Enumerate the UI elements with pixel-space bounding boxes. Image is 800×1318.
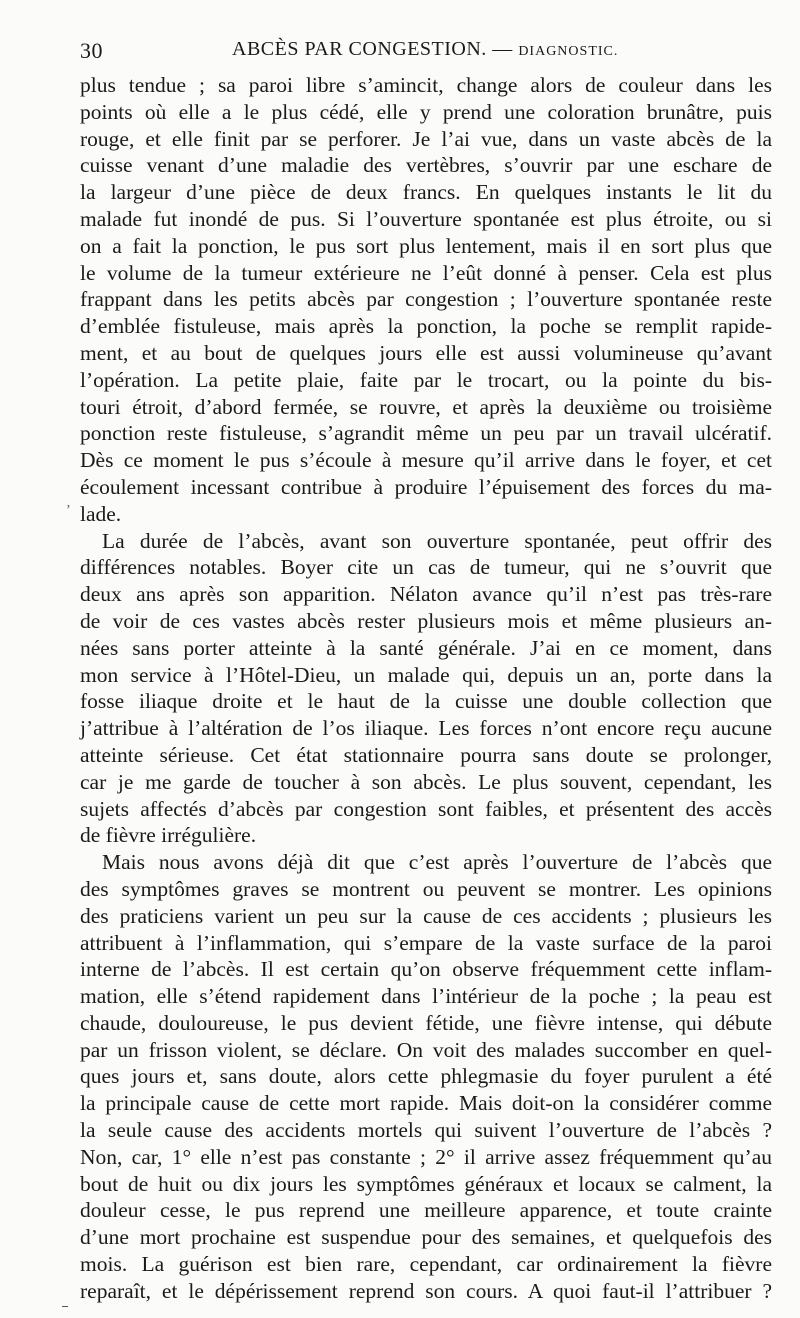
text-line: ment, et au bout de quelques jours elle est aussi volumineuse qu’avant [80,340,772,365]
running-head [80,38,770,68]
text-line: frappant dans les petits abcès par congestion ; l’ouverture spontanée reste [80,287,772,312]
text-line: la seule cause des accidents mortels qui suivent l’ouverture de l’abcès ? [80,1118,772,1143]
text-line: cuisse venant d’une maladie des vertèbres, s’ouvrir par une eschare de [80,153,772,178]
text-line: bout de huit ou dix jours les symptômes généraux et locaux se calment, la [80,1171,772,1196]
text-line: atteinte sérieuse. Cet état stationnaire pourra sans doute se prolonger, [80,742,772,767]
text-line: d’emblée fistuleuse, mais après la ponction, la poche se remplit rapide- [80,314,772,339]
text-line: de fièvre irrégulière. [80,823,257,848]
page-edge-mark [62,1306,68,1307]
text-line: chaude, douloureuse, le pus devient fétide, une fièvre intense, qui débute [80,1010,772,1035]
text-line: douleur cesse, le pus reprend une meilleure apparence, et toute crainte [80,1198,772,1223]
text-line: j’attribue à l’altération de l’os iliaque. Les forces n’ont encore reçu aucune [80,716,772,741]
text-line: rouge, et elle finit par se perforer. Je l’ai vue, dans un vaste abcès de la [80,126,772,151]
text-line: car je me garde de toucher à son abcès. Le plus souvent, cependant, les [80,769,772,794]
text-line: Dès ce moment le pus s’écoule à mesure qu’il arrive dans le foyer, et cet [80,448,772,473]
text-line: des praticiens varient un peu sur la cause de ces accidents ; plusieurs les [80,903,772,928]
text-line: deux ans après son apparition. Nélaton avance qu’il n’est pas très-rare [80,582,772,607]
body-text [80,72,772,1305]
text-line: mation, elle s’étend rapidement dans l’intérieur de la poche ; la peau est [80,984,772,1009]
text-line: interne de l’abcès. Il est certain qu’on observe fréquemment cette inflam- [80,957,772,982]
text-line: reparaît, et le dépérissement reprend son cours. A quoi faut-il l’attribuer ? [80,1278,772,1303]
text-line: Non, car, 1° elle n’est pas constante ; 2° il arrive assez fréquemment qu’au [80,1144,772,1169]
text-line: malade fut inondé de pus. Si l’ouverture spontanée est plus étroite, ou si [80,206,772,231]
running-title-main: ABCÈS PAR CONGESTION. — [232,38,513,60]
text-line: ponction reste fistuleuse, s’agrandit même un peu par un travail ulcératif. [80,421,772,446]
text-line: mon service à l’Hôtel-Dieu, un malade qui, depuis un an, porte dans la [80,662,772,687]
text-line: plus tendue ; sa paroi libre s’amincit, change alors de couleur dans les [80,73,772,97]
text-line: la principale cause de cette mort rapide. Mais doit-on la considérer comme [80,1091,772,1116]
text-line: différences notables. Boyer cite un cas de tumeur, qui ne s’ouvrit que [80,555,772,580]
text-line: écoulement incessant contribue à produire l’épuisement des forces du ma- [80,474,772,499]
text-line: nées sans porter atteinte à la santé générale. J’ai en ce moment, dans [80,635,772,660]
text-line: la largeur d’une pièce de deux francs. En quelques instants le lit du [80,180,772,205]
text-line: sujets affectés d’abcès par congestion sont faibles, et présentent des accès [80,796,772,821]
text-line: attribuent à l’inflammation, qui s’empare de la vaste surface de la paroi [80,930,772,955]
running-title-section: DIAGNOSTIC. [518,44,619,59]
text-line: de voir de ces vastes abcès rester plusieurs mois et même plusieurs an- [80,608,772,633]
text-line: par un frisson violent, se déclare. On voit des malades succomber en quel- [80,1037,772,1062]
running-title [232,38,618,61]
text-line: fosse iliaque droite et le haut de la cuisse une double collection que [80,689,772,714]
text-line: le volume de la tumeur extérieure ne l’eût donné à penser. Cela est plus [80,260,772,285]
text-line: touri étroit, d’abord fermée, se rouvre, et après la deuxième ou troisième [80,394,772,419]
text-line: d’une mort prochaine est suspendue pour des semaines, et quelquefois des [80,1225,772,1250]
text-line: La durée de l’abcès, avant son ouverture spontanée, peut offrir des [102,528,772,553]
text-line: Mais nous avons déjà dit que c’est après l’ouverture de l’abcès que [102,850,772,875]
text-line: points où elle a le plus cédé, elle y prend une coloration brunâtre, puis [80,99,772,124]
text-line: l’opération. La petite plaie, faite par le trocart, ou la pointe du bis- [80,367,772,392]
stray-ink-mark: ʼ [66,503,71,518]
text-line: on a fait la ponction, le pus sort plus lentement, mais il en sort plus que [80,233,772,258]
page-number: 30 [80,38,103,63]
text-line: lade. [80,501,122,526]
text-line: des symptômes graves se montrent ou peuvent se montrer. Les opinions [80,876,772,901]
text-line: ques jours et, sans doute, alors cette phlegmasie du foyer purulent a été [80,1064,772,1089]
text-line: mois. La guérison est bien rare, cependant, car ordinairement la fièvre [80,1252,772,1277]
